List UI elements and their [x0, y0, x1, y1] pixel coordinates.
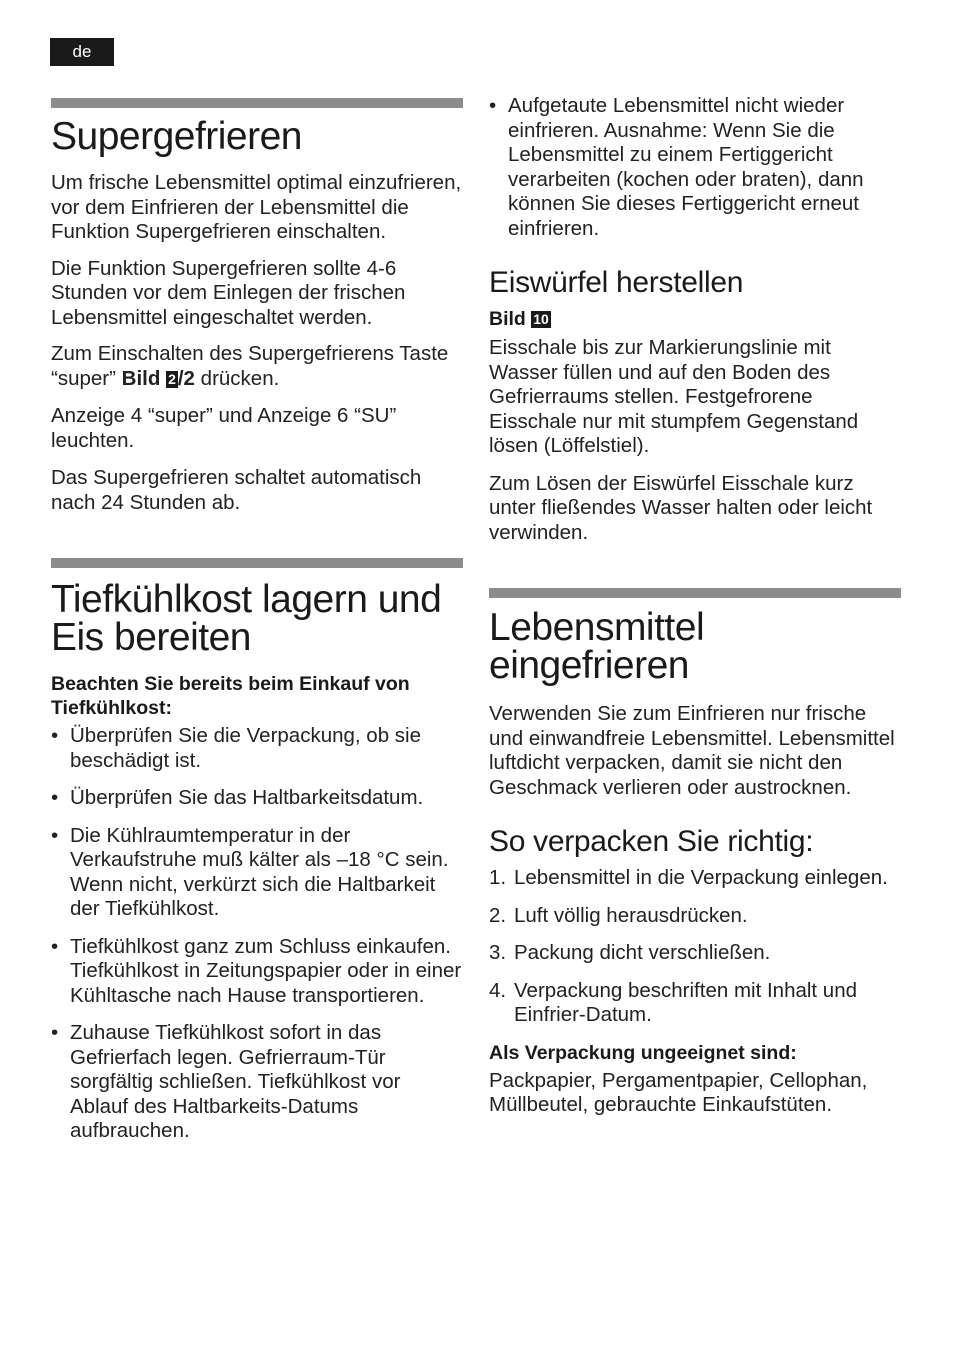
list-item-text: Die Kühlraumtemperatur in der Verkaufstruhe muß kälter als –18 °C sein. Wenn nicht, verkürzt sich die Haltbarkeit der Tiefkühlkost. [70, 823, 449, 920]
bullet: • [51, 823, 59, 847]
figure-number: 2 [168, 370, 176, 387]
list-item-text: Verpackung beschriften mit Inhalt und Einfrier-Datum. [514, 978, 858, 1026]
section-rule [489, 588, 901, 598]
list-label: Als Verpackung ungeeignet sind: [489, 1041, 797, 1064]
list-item-text: Zuhause Tiefkühlkost sofort in das Gefrierfach legen. Gefrierraum-Tür sorgfältig schließen. Tiefkühlkost vor Ablauf des Haltbarkeits-Datums aufbrauchen. [70, 1021, 401, 1142]
list-item [489, 866, 901, 891]
list-item [489, 979, 901, 1028]
section-rule [51, 98, 463, 108]
paragraph: Eisschale bis zur Markierungslinie mit Wasser füllen und auf den Boden des Gefrierraums stellen. Festgefrorene Eisschale nur mit stumpfem Gegenstand lösen (Löffelstiel). [489, 336, 859, 457]
list-item-text: Luft völlig herausdrücken. [514, 903, 748, 927]
list-item-text: Packung dicht verschließen. [514, 941, 771, 964]
continued-list [489, 94, 901, 241]
bullet: • [51, 724, 59, 747]
list-item-text: Lebensmittel in die Verpackung einlegen. [514, 866, 888, 889]
right-column [489, 0, 901, 1118]
text: Zum Einschalten des Supergefrierens Taste “super” [51, 342, 449, 390]
step-number: 1. [489, 866, 507, 889]
heading-eiswuerfel: Eiswürfel herstellen [489, 266, 744, 299]
purchase-tips-list [51, 724, 463, 1144]
bullet: • [51, 934, 59, 958]
list-item [51, 724, 463, 773]
paragraph [51, 342, 463, 391]
heading-supergefrieren: Supergefrieren [51, 115, 302, 158]
list-item [489, 94, 901, 241]
step-number: 3. [489, 941, 507, 964]
paragraph: Packpapier, Pergamentpapier, Cellophan, Müllbeutel, gebrauchte Einkaufstüten. [489, 1068, 868, 1116]
figure-ref: Bild [121, 366, 161, 390]
bullet: • [489, 94, 497, 117]
list-item [489, 904, 901, 929]
list-item [51, 786, 463, 811]
step-number: 2. [489, 903, 507, 927]
figure-number: 10 [533, 311, 549, 327]
heading-tiefkuehlkost: Tiefkühlkost lagern und Eis bereiten [51, 578, 442, 659]
list-item-text: Überprüfen Sie die Verpackung, ob sie beschädigt ist. [70, 724, 422, 772]
paragraph: Verwenden Sie zum Einfrieren nur frische und einwandfreie Lebensmittel. Lebensmittel luftdicht verpacken, damit sie nicht den Geschmack verlieren oder austrocknen. [489, 702, 895, 799]
section-rule [51, 558, 463, 568]
paragraph: Um frische Lebensmittel optimal einzufrieren, vor dem Einfrieren der Lebensmittel die Funktion Supergefrieren einschalten. [51, 171, 462, 243]
list-item-text: Überprüfen Sie das Haltbarkeitsdatum. [70, 786, 424, 809]
paragraph: Anzeige 4 “super” und Anzeige 6 “SU” leuchten. [51, 404, 397, 452]
list-item [51, 824, 463, 922]
list-item-text: Aufgetaute Lebensmittel nicht wieder einfrieren. Ausnahme: Wenn Sie die Lebensmittel zu einem Fertiggericht verarbeiten (kochen oder braten), dann können Sie dieses Fertiggericht erneut einfrieren. [508, 94, 864, 240]
list-item [51, 1021, 463, 1144]
bullet: • [51, 1021, 59, 1044]
step-number: 4. [489, 978, 507, 1002]
packing-steps-list [489, 866, 901, 1028]
left-column [51, 0, 463, 1144]
text: drücken. [194, 366, 280, 390]
list-item-text: Tiefkühlkost ganz zum Schluss einkaufen. Tiefkühlkost in Zeitungspapier oder in einer Kühltasche nach Hause transportieren. [70, 934, 462, 1007]
figure-ref-suffix: /2 [177, 366, 195, 390]
list-item [51, 935, 463, 1009]
heading-einfrieren: Lebensmittel eingefrieren [489, 606, 705, 687]
paragraph: Die Funktion Supergefrieren sollte 4-6 Stunden vor dem Einlegen der frischen Lebensmittel eingeschaltet werden. [51, 256, 406, 329]
language-tag: de [50, 38, 114, 66]
paragraph: Zum Lösen der Eiswürfel Eisschale kurz unter fließendes Wasser halten oder leicht verwinden. [489, 471, 873, 544]
bullet: • [51, 786, 59, 809]
figure-ref-label: Bild [489, 308, 526, 330]
list-label: Beachten Sie bereits beim Einkauf von Tiefkühlkost: [51, 673, 410, 719]
figure-ref [489, 307, 901, 331]
paragraph: Das Supergefrieren schaltet automatisch nach 24 Stunden ab. [51, 466, 422, 514]
heading-verpacken: So verpacken Sie richtig: [489, 825, 814, 858]
list-item [489, 941, 901, 966]
